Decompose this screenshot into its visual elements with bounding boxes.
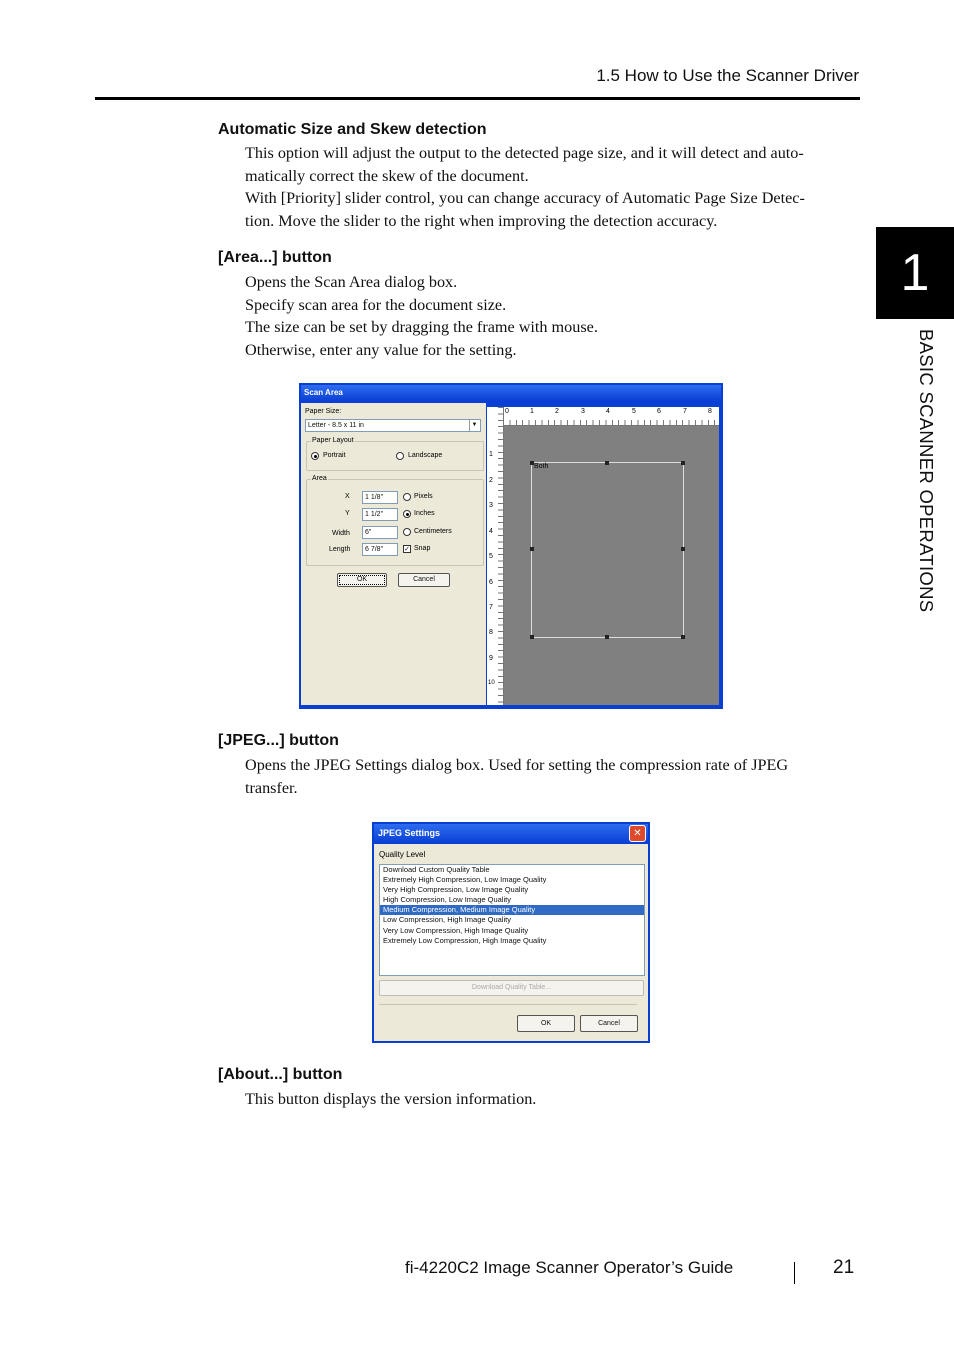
ruler-label: 1 [489,451,493,458]
inches-radio[interactable] [403,510,411,518]
paper-layout-label: Paper Layout [312,437,354,444]
scan-area-frame[interactable] [531,462,684,638]
resize-handle[interactable] [681,547,685,551]
list-item[interactable]: Extremely Low Compression, High Image Quality [383,935,547,945]
section-heading-auto: Automatic Size and Skew detection [218,121,487,138]
ruler-label: 5 [632,408,636,415]
list-item[interactable]: Low Compression, High Image Quality [383,915,511,925]
ruler-label: 1 [530,408,534,415]
ruler-label: 2 [489,477,493,484]
resize-handle[interactable] [530,547,534,551]
download-quality-table-button[interactable]: Download Quality Table... [379,980,644,996]
area-group [306,475,484,566]
centimeters-label: Centimeters [414,528,452,535]
footer-guide-title: fi-4220C2 Image Scanner Operator’s Guide [405,1258,734,1277]
x-field[interactable]: 1 1/8" [362,491,398,504]
text-line: transfer. [245,778,298,797]
cancel-button[interactable]: Cancel [398,573,450,587]
close-icon[interactable]: ✕ [629,825,646,842]
chevron-down-icon: ▼ [469,420,479,431]
width-field[interactable]: 6" [362,526,398,539]
text-line: Opens the Scan Area dialog box. [245,273,458,291]
snap-label: Snap [414,545,431,552]
header-rule [95,97,860,100]
list-item-selected[interactable]: Medium Compression, Medium Image Quality [380,905,644,915]
jpeg-settings-dialog [372,822,650,1043]
ruler-label: 3 [489,502,493,509]
pixels-radio[interactable] [403,493,411,501]
resize-handle[interactable] [681,461,685,465]
text-line: With [Priority] slider control, you can change accuracy of Automatic Page Size Detec- [245,189,805,208]
ruler-label: 2 [555,408,559,415]
resize-handle[interactable] [681,635,685,639]
text-line: Opens the JPEG Settings dialog box. Used for setting the compression rate of JPEG [245,756,789,774]
resize-handle[interactable] [605,461,609,465]
text-line: Specify scan area for the document size. [245,295,507,314]
ruler-label: 8 [708,408,712,415]
ruler-label: 4 [606,408,610,415]
snap-checkbox[interactable]: ✓ [404,545,410,553]
landscape-label: Landscape [408,452,443,459]
ruler-label: 4 [489,528,493,535]
ruler-label: 8 [489,629,493,636]
chapter-tab: 1 [876,227,954,319]
section-body-auto [245,142,860,232]
paper-size-label: Paper Size: [305,408,342,415]
jpeg-titlebar: JPEG Settings [374,824,648,843]
section-body-jpeg [245,754,860,799]
centimeters-radio[interactable] [403,528,411,536]
scan-area-dialog [299,383,723,709]
y-field[interactable]: 1 1/2" [362,508,398,521]
ok-button[interactable]: OK [517,1015,575,1032]
resize-handle[interactable] [530,635,534,639]
pixels-label: Pixels [414,493,433,500]
jpeg-dialog-body [374,844,648,1041]
scan-area-settings-panel [301,403,486,705]
length-field[interactable]: 6 7/8" [362,543,398,556]
chapter-side-title-text: BASIC SCANNER OPERATIONS [916,329,937,613]
ruler-label: 9 [489,655,493,662]
section-heading-area: [Area...] button [218,249,332,266]
footer-separator [794,1262,795,1284]
list-item[interactable]: High Compression, Low Image Quality [383,895,511,905]
portrait-radio[interactable] [311,452,319,460]
portrait-label: Portrait [323,452,346,459]
ruler-label: 0 [505,408,509,415]
text-line: matically correct the skew of the document. [245,166,529,185]
landscape-radio[interactable] [396,452,404,460]
ruler-label: 6 [657,408,661,415]
ruler-label: 3 [581,408,585,415]
text-line: This button displays the version information. [245,1090,537,1108]
text-line: Otherwise, enter any value for the setting. [245,340,517,359]
paper-size-value: Letter - 8.5 x 11 in [308,422,364,429]
inches-label: Inches [414,510,435,517]
list-item[interactable]: Very Low Compression, High Image Quality [383,925,529,935]
page-number: 21 [833,1257,855,1278]
text-line: The size can be set by dragging the frame with mouse. [245,318,598,337]
frame-label: Both [534,463,549,470]
paper-layout-group [306,437,484,471]
ruler-label: 6 [489,579,493,586]
ruler-top [503,407,719,426]
ruler-label: 7 [489,604,493,611]
divider [379,1004,637,1005]
text-line: This option will adjust the output to the detected page size, and it will detect and auto- [245,144,804,162]
resize-handle[interactable] [530,461,534,465]
area-label: Area [312,475,327,482]
ok-button[interactable]: OK [337,573,387,587]
section-heading-jpeg: [JPEG...] button [218,732,339,749]
x-label: X [345,493,350,500]
quality-list[interactable] [379,864,645,976]
ruler-label: 10 [488,680,495,686]
running-header: 1.5 How to Use the Scanner Driver [596,66,859,85]
length-label: Length [329,546,351,553]
list-item[interactable]: Download Custom Quality Table [383,865,490,874]
ruler-label: 5 [489,553,493,560]
width-label: Width [332,530,350,537]
text-line: tion. Move the slider to the right when improving the detection accuracy. [245,211,718,230]
scan-area-titlebar: Scan Area [301,385,721,401]
ruler-label: 7 [683,408,687,415]
list-item[interactable]: Extremely High Compression, Low Image Quality [383,875,547,885]
chapter-side-title [906,328,937,668]
y-label: Y [345,510,350,517]
list-item[interactable]: Very High Compression, Low Image Quality [383,885,529,895]
ruler-left [487,407,504,705]
quality-level-label: Quality Level [379,850,426,859]
section-body-about [245,1088,860,1111]
resize-handle[interactable] [605,635,609,639]
section-heading-about: [About...] button [218,1066,343,1083]
cancel-button[interactable]: Cancel [580,1015,638,1032]
section-body-area [245,271,860,361]
paper-size-select[interactable] [305,419,481,432]
